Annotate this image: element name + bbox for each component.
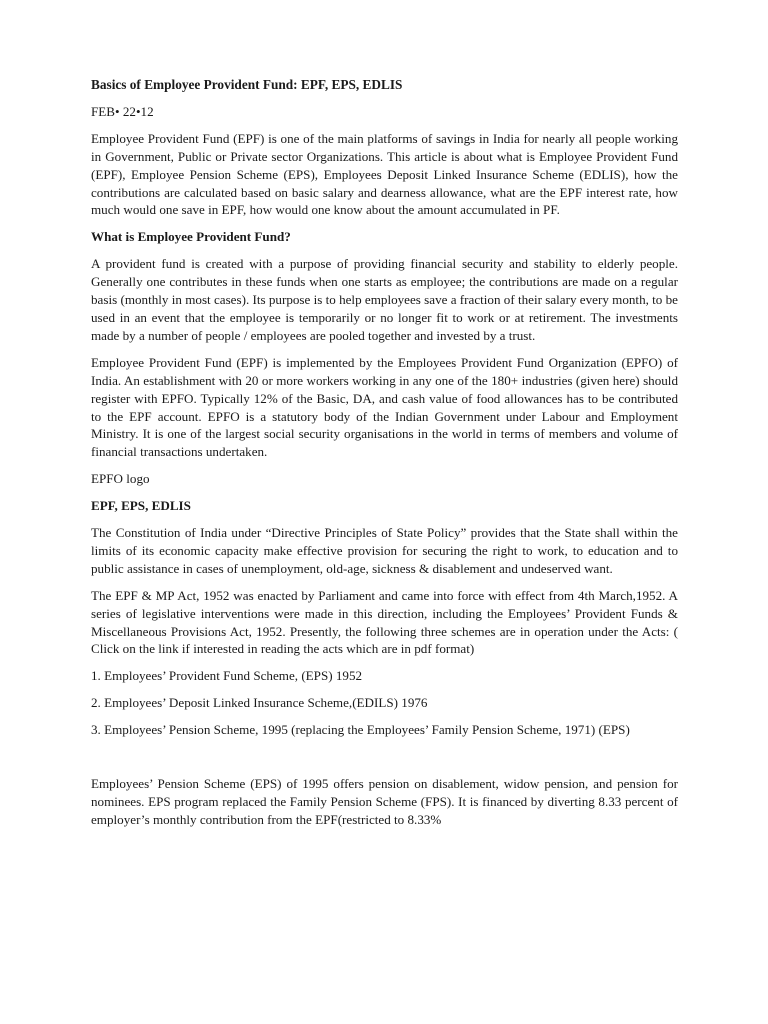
scheme-list-item: 3. Employees’ Pension Scheme, 1995 (replacing the Employees’ Family Pension Scheme, 1971) (EPS) — [91, 722, 630, 738]
section-heading-epf-eps-edlis: EPF, EPS, EDLIS — [91, 498, 191, 514]
scheme-list-item: 1. Employees’ Provident Fund Scheme, (EPS) 1952 — [91, 668, 363, 684]
constitution-paragraph: The Constitution of India under “Directive Principles of State Policy” provides that the State shall within the limits of its economic capacity make effective provision for securing the right to work, to education and to public assistance in cases of unemployment, old-age, sickness & disablement and undeserved want. — [91, 525, 678, 576]
blank-spacer — [91, 748, 678, 775]
intro-paragraph: Employee Provident Fund (EPF) is one of the main platforms of savings in India for nearly all people working in Government, Public or Private sector Organizations. This article is about what is Employee Provident Fund (EPF), Employee Pension Scheme (EPS), Employees Deposit Linked Insurance Scheme (EDLIS), how the contributions are calculated based on basic salary and dearness allowance, what are the EPF interest rate, how much would one save in EPF, how would one know about the amount accumulated in PF. — [91, 130, 678, 218]
document-title: Basics of Employee Provident Fund: EPF, EPS, EDLIS — [91, 77, 403, 92]
eps-paragraph: Employees’ Pension Scheme (EPS) of 1995 offers pension on disablement, widow pension, and pension for nominees. EPS program replaced the Family Pension Scheme (FPS). It is financed by diverting 8.33 percent of employer’s monthly contribution from the EPF(restricted to 8.33% — [91, 776, 678, 827]
provident-fund-paragraph: A provident fund is created with a purpose of providing financial security and stability to elderly people. Generally one contributes in these funds when one starts as employee; the contributions are made on a regular basis (monthly in most cases). Its purpose is to help employees save a fraction of their salary every month, to be used in an event that the employee is temporarily or no longer fit to work or at retirement. The investments made by a number of people / employees are pooled together and invested by a trust. — [91, 256, 678, 343]
epfo-logo-caption: EPFO logo — [91, 471, 150, 487]
epfo-paragraph: Employee Provident Fund (EPF) is implemented by the Employees Provident Fund Organization (EPFO) of India. An establishment with 20 or more workers working in any one of the 180+ industries (given here) should register with EPFO. Typically 12% of the Basic, DA, and cash value of food allowances has to be contributed to the EPF account. EPFO is a statutory body of the Indian Government under Labour and Employment Ministry. It is one of the largest social security organisations in the world in terms of members and volume of financial transactions undertaken. — [91, 354, 678, 460]
epf-act-paragraph: The EPF & MP Act, 1952 was enacted by Parliament and came into force with effect from 4th March,1952. A series of legislative interventions were made in this direction, including the Employees’ Provident Funds & Miscellaneous Provisions Act, 1952. Presently, the following three schemes are in operation under the Acts: ( Click on the link if interested in reading the acts which are in pdf format) — [91, 587, 678, 657]
section-heading-what-is-epf: What is Employee Provident Fund? — [91, 229, 291, 245]
document-date: FEB• 22•12 — [91, 103, 154, 119]
scheme-list-item: 2. Employees’ Deposit Linked Insurance Scheme,(EDILS) 1976 — [91, 695, 428, 711]
